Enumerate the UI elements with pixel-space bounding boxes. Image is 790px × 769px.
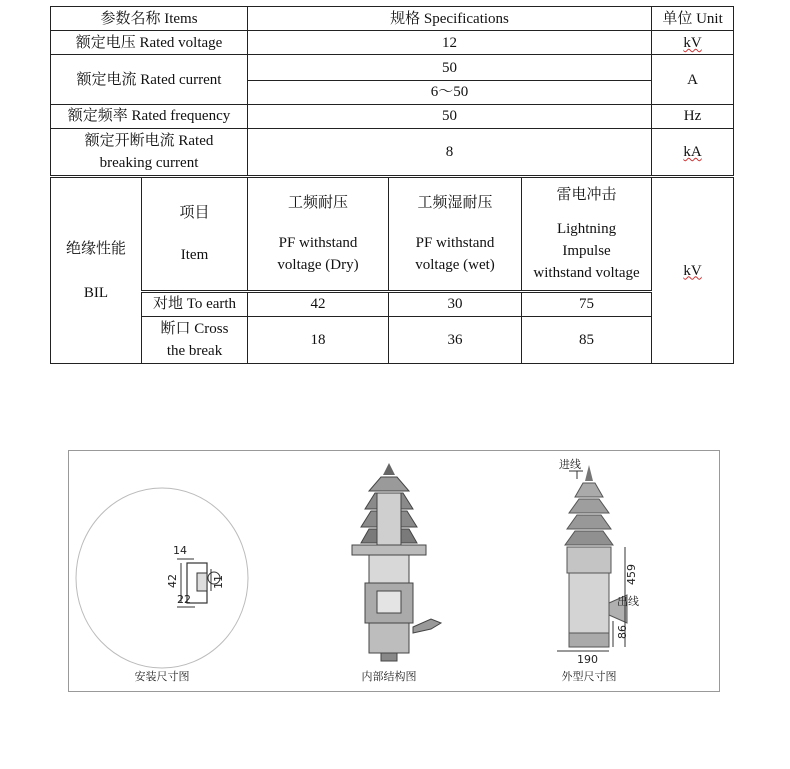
to-earth-label: 对地 To earth [142, 292, 248, 316]
rated-current-unit: A [652, 55, 734, 104]
internal-chamber [377, 591, 401, 613]
unit-text: kV [683, 34, 702, 51]
rated-voltage-value: 12 [248, 31, 652, 55]
unit-text: kV [683, 262, 702, 279]
outline-dim-459: 459 [625, 564, 638, 585]
pf-wet-en-1: PF withstand [415, 235, 495, 252]
mount-dim-11: 11 [212, 575, 225, 589]
outline-shed [565, 531, 613, 545]
bil-item-header [142, 177, 248, 292]
internal-terminal [381, 653, 397, 661]
rated-voltage-unit [652, 31, 734, 55]
header-unit: 单位 Unit [652, 7, 734, 31]
internal-caption: 内部结构图 [361, 670, 417, 683]
rated-voltage-row [51, 31, 734, 55]
specifications-table [50, 6, 734, 364]
rated-frequency-value: 50 [248, 104, 652, 128]
rated-frequency-unit: Hz [652, 104, 734, 128]
outline-inlet-label: 进线 [559, 458, 581, 471]
mount-dim-22: 22 [177, 593, 191, 606]
bil-label [51, 177, 142, 364]
outline-shed [567, 515, 611, 529]
cross-break-label-1: 断口 Cross [160, 320, 229, 337]
header-items: 参数名称 Items [51, 7, 248, 31]
internal-flange [352, 545, 426, 555]
breaking-current-unit [652, 129, 734, 177]
bil-item-cn: 项目 [179, 205, 210, 222]
outline-base [569, 633, 609, 647]
bil-col-pf-wet [389, 177, 522, 292]
breaking-current-label [51, 129, 248, 177]
outline-shed [569, 499, 609, 513]
bil-cross-break-row [51, 316, 734, 363]
internal-tip [383, 463, 395, 475]
cross-break-pf-wet: 36 [389, 316, 522, 363]
pf-dry-en-2: voltage (Dry) [277, 257, 359, 274]
rated-voltage-label: 额定电压 Rated voltage [51, 31, 248, 55]
bil-to-earth-row [51, 292, 734, 316]
lightning-en-2: Impulse [562, 243, 611, 260]
cross-break-pf-dry: 18 [248, 316, 389, 363]
to-earth-pf-dry: 42 [248, 292, 389, 316]
bil-label-cn: 绝缘性能 [65, 240, 126, 257]
outline-body [569, 573, 609, 633]
pf-dry-cn: 工频耐压 [288, 195, 349, 212]
drawings-panel [68, 450, 720, 692]
lightning-en-3: withstand voltage [533, 265, 640, 282]
outline-tip [585, 465, 593, 481]
header-specifications: 规格 Specifications [248, 7, 652, 31]
mount-slot [197, 573, 207, 591]
cross-break-label [142, 316, 248, 363]
bil-item-en: Item [180, 247, 209, 264]
internal-base [369, 623, 409, 653]
cross-break-lightning: 85 [522, 316, 652, 363]
pf-wet-en-2: voltage (wet) [415, 257, 495, 274]
breaking-current-value: 8 [248, 129, 652, 177]
internal-core [377, 493, 401, 545]
rated-current-row [51, 55, 734, 80]
rated-frequency-row [51, 104, 734, 128]
outline-caption: 外型尺寸图 [561, 670, 617, 683]
mount-drawing [76, 488, 248, 683]
to-earth-pf-wet: 30 [389, 292, 522, 316]
rated-frequency-label: 额定频率 Rated frequency [51, 104, 248, 128]
mount-dim-42: 42 [166, 574, 179, 588]
bil-unit [652, 177, 734, 364]
lightning-en-1: Lightning [556, 221, 617, 238]
breaking-current-label-line2: breaking current [99, 155, 199, 172]
outline-dim-190: 190 [577, 653, 598, 666]
outline-flange [567, 547, 611, 573]
outline-drawing [557, 457, 639, 683]
outline-dim-86: 86 [616, 625, 629, 639]
bil-label-en: BIL [83, 284, 109, 301]
breaking-current-row [51, 129, 734, 177]
rated-current-value-1: 50 [248, 55, 652, 80]
bil-col-pf-dry [248, 177, 389, 292]
internal-shed [369, 477, 409, 491]
breaking-current-label-line1: 额定开断电流 Rated [84, 133, 214, 150]
internal-drawing [352, 463, 441, 683]
unit-text: kA [683, 144, 702, 161]
outline-outlet-label: 出线 [617, 595, 639, 608]
mount-caption: 安装尺寸图 [134, 670, 190, 683]
pf-dry-en-1: PF withstand [278, 235, 358, 252]
rated-current-label: 额定电流 Rated current [51, 55, 248, 104]
lightning-cn: 雷电冲击 [556, 187, 617, 204]
internal-body [369, 555, 409, 583]
cross-break-label-2: the break [166, 342, 223, 359]
mount-dim-14: 14 [173, 544, 187, 557]
rated-current-value-2: 6～50 [248, 80, 652, 104]
drawings-svg [69, 451, 719, 691]
internal-outlet [413, 619, 441, 633]
to-earth-lightning: 75 [522, 292, 652, 316]
bil-header-row [51, 177, 734, 292]
header-row [51, 7, 734, 31]
outline-shed [575, 483, 603, 497]
bil-col-lightning [522, 177, 652, 292]
pf-wet-cn: 工频湿耐压 [417, 195, 493, 212]
